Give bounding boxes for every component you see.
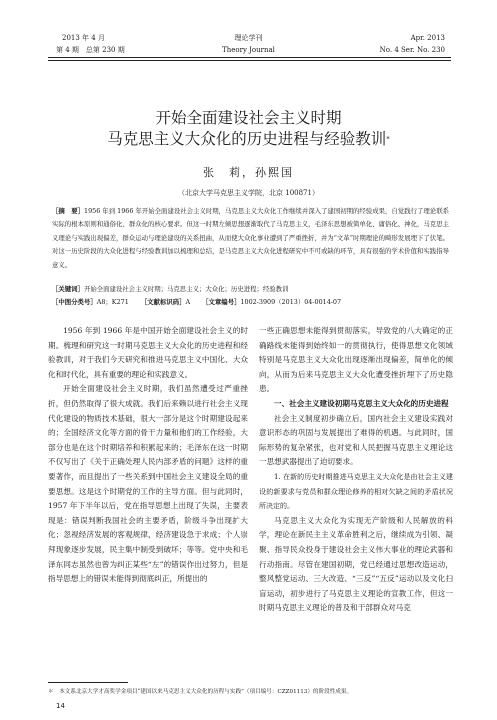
affiliation: （北京大学马克思主义学院，北京 100871） (178, 189, 319, 197)
article-title-line2 (0, 130, 497, 149)
footnote: ＊ 本文系北京大学才高奖学金项目“建国以来马克思主义大众化的历程与实践”（项目编号：CZZ01113）的阶段性成果。 (48, 689, 353, 695)
clc-label: ［中图分类号］ (52, 298, 97, 306)
header-issue-en: No. 4 Ser. No. 230 (379, 46, 445, 54)
doc-code (141, 297, 190, 306)
article-id (202, 297, 341, 306)
section-heading: 一、社会主义建设初期马克思主义大众化的历史进程 (274, 398, 449, 408)
clc-value: A8；K271 (96, 298, 129, 306)
body-left-column (48, 324, 248, 587)
id-value: 1002-3909（2013）04-0014-07 (240, 298, 342, 306)
article-title-line1: 开始全面建设社会主义时期 (155, 109, 342, 127)
abstract-text: 1956 年到 1966 年开始全面建设社会主义时期，马克思主义大众化工作继续并深入了建国初期的经验成果，自觉践行了理论联系实际的根本原则和通俗化、群众化的核心要求。但这一时期左倾思想逐渐取代了马克思主义，毛泽东思想被简单化、庸俗化、神化，马克思主义理论与实践出现偏差，群众运动与理论建设的关系扭曲，从而使大众化事业遭到了严重挫折，并为“文革”时期理论的畸形发展埋下了伏笔。对这一历史阶段的大众化进程与经验教训加以梳理和总结，是马克思主义大众化进程研究中不可或缺的环节，具有很强的学术价值和实践指导意义。 (52, 207, 449, 269)
footnote-rule (48, 682, 128, 683)
id-label: ［文章编号］ (202, 298, 241, 306)
keywords-text: 开始全面建设社会主义时期；马克思主义；大众化；历史进程；经验教训 (83, 285, 289, 293)
body-right-column (259, 324, 453, 616)
header-rule-thin (48, 60, 451, 61)
body-paragraph: 马克思主义大众化为实现无产阶级和人民解放的科学，理论在新民主主义革命胜利之后，继续成为引领、凝聚、指导民众投身于建设社会主义伟大事业的理论武器和行动指南。尽管在建国初期，党已经通过思想改造运动，整风整党运动、三大改造、“三反”“五反”运动以及文化扫盲运动，初步进行了马克思主义理论的宣教工作，但这一时期马克思主义理论的普及和干部群众对马克 (259, 515, 453, 613)
header-rule (48, 57, 451, 58)
header-issue: 第 4 期 总第 230 期 (56, 46, 125, 54)
keywords-label: ［关键词］ (52, 285, 84, 293)
journal-name-cn: 理论学刊 (234, 34, 263, 42)
body-paragraph: 开始全面建设社会主义时期，我们虽然遭受过严重挫折，但仍然取得了很大成就。我们后来赖以进行社会主义现代化建设的物质技术基础，很大一部分是这个时期建设起来的；全国经济文化等方面的骨干力量和他们的工作经验，大部分也是在这个时期培养和积累起来的；毛泽东在这一时期不仅写出了《关于正确处理人民内部矛盾的问题》这样的重要著作，而且提出了一些关系到中国社会主义建设全局的重要思想。这是这个时期党的工作的主导方面。但与此同时，1957 年下半年以后，党在指导思想上出现了失误，主要表现是：错误判断我国社会的主要矛盾，阶级斗争出现扩大化；忽视经济发展的客观规律，经济建设急于求成；个人崇拜现象逐步发展，民主集中制受到破坏；等等。党中央和毛泽东同志虽然也曾为纠正某些“左”的错误作出过努力，但是指导思想上的错误未能得到彻底纠正，所提出的 (48, 384, 248, 584)
abstract (52, 205, 449, 272)
journal-name-en: Theory Journal (222, 46, 275, 54)
doc-label: ［文献标识码］ (140, 298, 186, 306)
keywords (52, 283, 449, 295)
title-footnote-mark: * (386, 135, 390, 143)
body-paragraph: 社会主义制度初步确立后，国内社会主义建设实践对意识形态的巩固与发展提出了难得的机遇。与此同时，国际形势的复杂紧张，也对党和人民把握马克思主义理论这一思想武器提出了迫切要求。 (259, 413, 453, 467)
body-paragraph: 1956 年到 1966 年是中国开始全面建设社会主义的时期。梳理和研究这一时期马克思主义大众化的历史进程和经验教训，对于我们今天研究和推进马克思主义中国化、大众化和时代化，具有重要的理论和实践意义。 (48, 326, 248, 379)
doc-value: A (185, 298, 191, 306)
page-number: 14 (56, 702, 65, 710)
authors: 张 莉，孙熙国 (203, 166, 294, 179)
classification-row (52, 297, 449, 306)
body-paragraph: 一些正确思想未能得到贯彻落实，导致党的八大确定的正确路线未能得到始终如一的贯彻执行，使得思想文化领域特别是马克思主义大众化出现逐渐出现偏差，简单化的倾向，从而为后来马克思主义大众化遭受挫折埋下了历史隐患。 (259, 326, 453, 394)
header-date-en: Apr. 2013 (410, 34, 445, 42)
article-title-text: 马克思主义大众化的历史进程与经验教训 (107, 130, 387, 148)
subsection-heading: 1. 在新的历史时期推进马克思主义大众化是由社会主义建设的新要求与党员和群众理论修养的相对欠缺之间的矛盾状况所决定的。 (259, 472, 453, 511)
abstract-label: ［摘 要］ (52, 207, 84, 215)
clc-code (52, 297, 129, 306)
header-date: 2013 年 4 月 (62, 34, 105, 42)
